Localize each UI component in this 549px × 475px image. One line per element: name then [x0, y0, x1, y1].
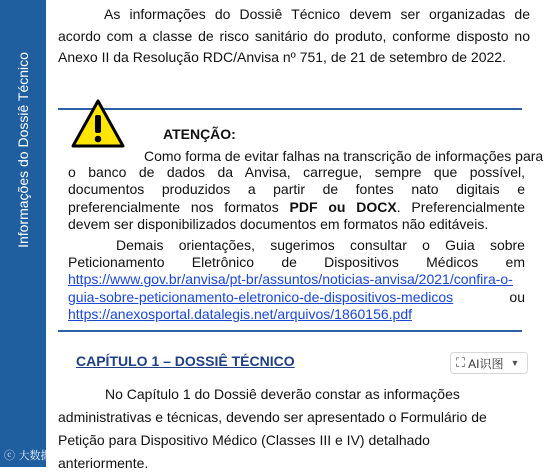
- attention-title: ATENÇÃO:: [163, 126, 236, 142]
- pdf-link[interactable]: https://anexosportal.datalegis.net/arquivos/1860156.pdf: [68, 305, 413, 322]
- attention-line: o banco de dados da Anvisa, carregue, sempre que possível, documentos: [68, 164, 525, 198]
- orientation-line-2: [68, 254, 525, 271]
- warning-icon: [71, 99, 125, 149]
- orient-word: em: [505, 254, 525, 271]
- guide-link-part1[interactable]: https://www.gov.br/anvisa/pt-br/assuntos/noticias-anvisa/2021/confira-o-: [68, 271, 513, 288]
- chapter-paragraph: [58, 383, 528, 475]
- attention-after-bold: . Preferencialmente devem ser disponibilizados documentos: [68, 198, 525, 233]
- orient-word: consultar: [350, 237, 407, 253]
- orient-word: Médicos: [426, 254, 479, 271]
- attention-first-line: Como forma de evitar falhas na transcrição de informações para: [144, 148, 544, 164]
- link-line-2: [68, 289, 525, 306]
- orientation-block: [68, 237, 525, 323]
- orient-word: Eletrônico: [191, 254, 255, 271]
- chapter-line: administrativas e técnicas, devendo ser apresentado o Formulário de: [58, 409, 487, 425]
- chapter-title: CAPÍTULO 1 – DOSSIÊ TÉCNICO: [76, 353, 295, 369]
- attention-body: [68, 164, 525, 234]
- chapter-line: anteriormente.: [58, 455, 149, 471]
- orient-word: Demais: [116, 237, 164, 253]
- orient-word: o: [422, 237, 430, 253]
- orient-word: Dispositivos: [324, 254, 399, 271]
- attention-last-line: em formatos não editáveis.: [320, 216, 489, 233]
- link-line-3: [68, 306, 525, 323]
- orient-word: orientações,: [178, 237, 255, 253]
- attention-line: produzidos a partir de fontes nato digitais e preferencialmente nos formatos: [68, 181, 525, 215]
- orient-word: de: [281, 254, 297, 271]
- orient-word: sugerimos: [270, 237, 335, 253]
- chapter-line: Petição para Dispositivo Médico (Classes III e IV) detalhado: [58, 432, 430, 448]
- orientation-line-1: [68, 237, 525, 254]
- link-or: ou: [509, 288, 525, 305]
- intro-line: acordo com a classe de risco sanitário do produto, conforme disposto: [58, 27, 509, 44]
- intro-paragraph: [58, 4, 530, 69]
- sidebar-title: Informações do Dossiê Técnico: [15, 52, 31, 248]
- intro-line: 2022.: [470, 49, 506, 65]
- ai-button-label: AI识图: [468, 356, 504, 371]
- guide-link-part2[interactable]: guia-sobre-peticionamento-eletronico-de-dispositivos-medicos: [68, 288, 454, 305]
- orient-word: Peticionamento: [68, 254, 165, 271]
- intro-line: As informações do Dossiê Técnico devem ser organizadas de: [104, 6, 530, 22]
- link-line-1: [68, 271, 525, 288]
- watermark: ⓒ 大数据: [4, 449, 52, 462]
- chevron-down-icon: ▼: [510, 358, 520, 368]
- chapter-line-text: No Capítulo 1 do Dossiê deverão constar as informações: [105, 386, 460, 402]
- orient-word: Guia: [445, 237, 475, 253]
- chapter-line: [58, 383, 528, 406]
- attention-bold-formats: PDF ou DOCX: [289, 198, 397, 215]
- top-divider: [58, 108, 522, 110]
- intro-line: no Anexo II da Resolução RDC/Anvisa nº 751, de 21 de setembro de: [58, 27, 530, 65]
- sidebar-banner: [0, 0, 46, 467]
- orient-word: sobre: [489, 237, 525, 253]
- scan-icon: ⛶: [456, 355, 466, 370]
- ai-image-recognition-button[interactable]: [450, 352, 528, 374]
- bottom-divider: [58, 330, 522, 332]
